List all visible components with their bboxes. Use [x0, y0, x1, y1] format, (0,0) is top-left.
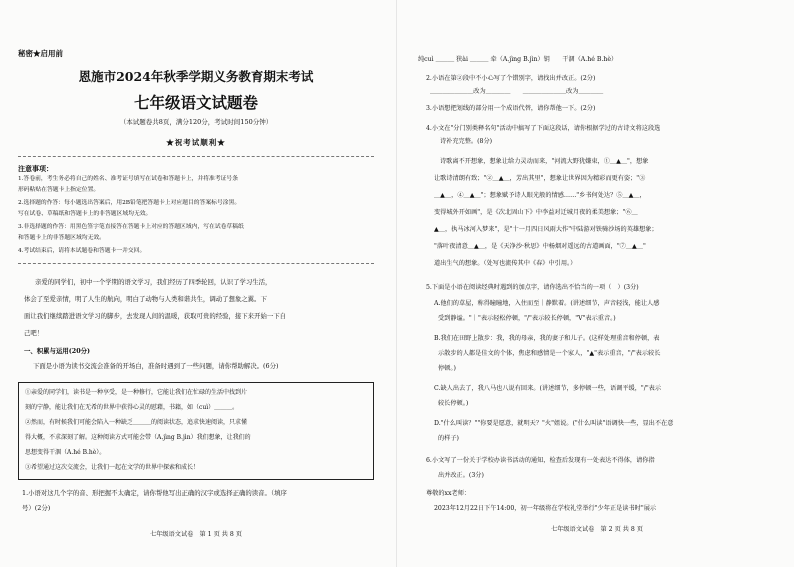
- question-4-line: ▲＿，执马冰河入梦来"，是"十一月四日风雨大作"中陆游对铁骑沙场的英雄想象；: [434, 226, 658, 233]
- intro-line: 亲爱的同学们，初中一个学期的语文学习，我们经历了四季轮回，认识了学习生活，: [35, 278, 272, 286]
- notes-heading: 注意事项：: [18, 164, 53, 173]
- question-4-line: 变得城外开如画"，是《次北固山下》中李益对迁城月夜的柔美想象；"⑥＿: [434, 209, 638, 216]
- question-4-line: 让歌诗清朗有致；"②＿▲＿，芳出其里"，想象让世界因为精彩而更有姿；"③: [434, 175, 646, 182]
- notice-greeting: 尊敬的xx老师：: [426, 490, 471, 497]
- page-gutter: [396, 0, 397, 567]
- page-2: [404, 0, 790, 567]
- section-heading: 一、积累与运用(20分): [24, 347, 91, 355]
- box-line: 得大概，不求深刻了解。这种阅读方式可能会带（A.jìng B.jìn）我们想象，让我们的: [25, 434, 251, 441]
- exam-title: 恩施市2024年秋季学期义务教育期末考试: [78, 69, 314, 84]
- box-line: 思想变得干涸（A.hé B.hè）。: [25, 449, 106, 456]
- note-line: 2.选择题的作答：每小题选出答案后，用2B铅笔把答题卡上对应题目的答案标号涂黑。: [18, 200, 241, 206]
- option-b: B.我们在田野上散步：我，我的母亲，我的妻子和儿子。(这样处理重音和停顿，表: [434, 335, 660, 342]
- good-luck-banner: ★祝考试顺利★: [166, 138, 226, 147]
- note-line: 4.考试结束后，请将本试题卷和答题卡一并交回。: [18, 248, 146, 254]
- box-line: 刻的宁静，能让我们在无希的世界中获得心灵的慰藉，书籍，如（cuì）＿＿＿。: [25, 404, 239, 411]
- question-4-line: 道出生气的想象。（处写也流传其中《春》中引用。）: [434, 260, 577, 267]
- divider: [18, 263, 374, 264]
- notice-body: 2023年12月22日下午14:00，初一年级将在学校礼堂举行"少年正是读书时"展示: [434, 505, 657, 512]
- note-line: 3.非选择题的作答：用黑色签字笔直接答在答题卡上对应的答题区域内，写在试卷草稿纸: [18, 224, 244, 230]
- confidential-mark: 秘密★启用前: [18, 49, 63, 58]
- question-1: 1.小语对这几个字的音、形把握不太确定，请你帮他写出正确的汉字或选择正确的读音。（填序: [22, 489, 287, 497]
- box-line: ②然而，有时候我们可能会陷入一种缺乏＿＿＿的阅读状态，追求快速阅读，只求懂: [25, 419, 248, 426]
- option-c: C.缺人出去了，我八马也八说有回来。(讲述细节，多停顿一些，语调平缓，"/"表示: [434, 385, 662, 392]
- option-a: A.他们的草屋，称得瞳瞳地，入住而至｜静默着。(讲述细节，声音轻浅，能让人感: [434, 300, 660, 307]
- question-4: 4.小文在"分门别类释名句"活动中搞写了下面这段话，请你根据学过的古诗文将这段选: [426, 125, 661, 132]
- option-b-cont: 停顿。): [438, 365, 456, 372]
- question-1-tail: 号）(2分): [22, 504, 51, 512]
- question-6-tail: 出并改正。(3分): [438, 472, 484, 479]
- question-4-line: 诗补充完整。(8分): [440, 138, 493, 145]
- question-2-answer: ＿＿＿＿＿＿＿改为＿＿＿＿ ＿＿＿＿＿＿＿改为＿＿＿＿: [430, 88, 604, 95]
- note-line: 1.答卷前，考生务必将自己的姓名、准考证号填写在试卷和答题卡上，并将准考证号条: [18, 176, 239, 182]
- option-d: D."什么叫读？""你要是愿意，就明天？"火"姐说。("什么叫读"语调快一些，显出不在意: [434, 420, 674, 427]
- question-6: 6.小文写了一份关于学校办读书活动的通知，检查后发现有一处表达不得体，请你指: [426, 457, 655, 464]
- note-line: 写在试卷、草稿纸和答题卡上的非答题区域均无效。: [18, 211, 152, 217]
- intro-line: 体会了至爱亲情，明了人生的航向，明白了动物与人类和谐共生，调动了想象之翼。下: [24, 295, 267, 303]
- option-b-cont: 示散步的人都是佳文的个体，焦虑和感情是一个家人，"▲"表示重音，"/"表示较长: [438, 350, 661, 357]
- box-line: ③希望通过这次交流会，让我们一起在文学的世界中探索和成长！: [25, 464, 200, 471]
- option-d-cont: 的样子): [438, 435, 459, 442]
- paper-title: 七年级语文试题卷: [133, 93, 258, 112]
- note-line: 和答题卡上的非答题区域均无效。: [18, 235, 105, 241]
- exam-info: （本试题卷共8页，满分120分，考试时间150分钟）: [119, 118, 273, 126]
- box-line: ①亲爱的同学们，读书是一种享受，是一种修行，它能让我们在忙碌的生活中找到片: [25, 389, 248, 396]
- section-lead: 下面是小语为读书交流会准备的开场白，准备时遇到了一些问题，请你帮助解决。(6分): [33, 362, 279, 370]
- page-1: [0, 0, 392, 567]
- question-4-line: 诗歌离不开想象，想象让给力灵动而来，"河流大野犹嫌束，①＿▲＿"，想象: [440, 158, 649, 165]
- divider: [18, 156, 374, 157]
- question-3: 3.小语想把划线的部分用一个成语代替，请你帮他一下。(2分): [426, 105, 596, 112]
- pinyin-row: 纯cuì ＿＿＿ 狭ài ＿＿＿ 牵（A.jìng B.jìn）钥 干涸（A.hé B.hè）: [418, 56, 618, 63]
- question-2: 2.小语在第②段中不小心写了个错别字，请找出并改正。(2分): [426, 75, 596, 82]
- question-4-line: "落叶夜清意＿▲＿，是《天净沙·秋思》中杨烟对遥远的古道画面，"⑦＿▲＿": [434, 243, 646, 250]
- page-footer: 七年级语文试卷 第 1 页 共 8 页: [150, 531, 242, 538]
- intro-line: 面让我们继续踏进语文学习的脚步，去发现人间的温暖，获取可贵的经验，接下来开始一下自: [24, 312, 287, 320]
- option-c-cont: 较长停顿。): [438, 400, 469, 407]
- page-footer: 七年级语文试卷 第 2 页 共 8 页: [551, 526, 643, 533]
- question-4-line: ＿▲＿，④＿▲＿"；想象赋予诗人眼光般的情感……"乡书何处达？⑤＿▲＿，: [434, 192, 646, 199]
- note-line: 形码粘贴在答题卡上指定位置。: [18, 187, 100, 193]
- question-5: 5.下面是小语在阅读经典时遇到的加点字，请你选出不恰当的一项（ ）(3分): [426, 284, 639, 291]
- option-a-cont: 受到静谧。"｜"表示轻松停顿，"/"表示较长停顿，"V"表示重音。): [438, 315, 616, 322]
- intro-line: 己吧！: [24, 329, 44, 337]
